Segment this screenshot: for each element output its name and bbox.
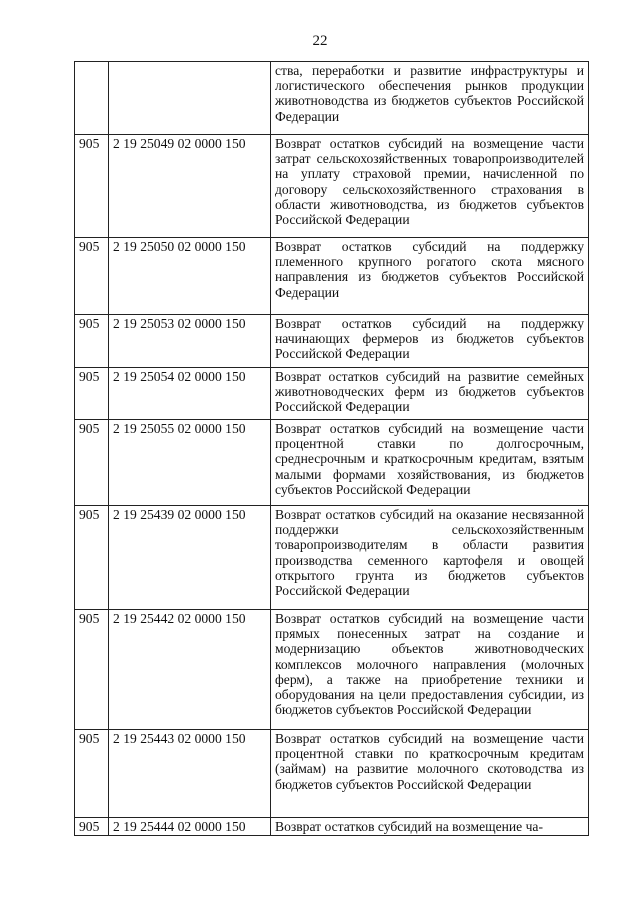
revenue-name-cell: Возврат остатков субсидий на развитие семейных животноводческих ферм из бюджетов субъектов Российской Федерации (271, 368, 589, 420)
table-row (75, 238, 589, 315)
page-number: 22 (312, 33, 328, 49)
revenue-name-cell: Возврат остатков субсидий на оказание несвязанной поддержки сельскохозяйственным товаропроизводителям в области развития производства семенного картофеля и овощей открытого грунта из бюджетов субъектов Российской Федерации (271, 506, 589, 610)
budget-classification-table (74, 61, 589, 836)
kbk-code-cell: 2 19 25439 02 0000 150 (109, 506, 271, 610)
kbk-code-cell: 2 19 25050 02 0000 150 (109, 238, 271, 315)
table-row (75, 135, 589, 238)
admin-code-cell: 905 (75, 506, 109, 610)
kbk-code-cell: 2 19 25442 02 0000 150 (109, 610, 271, 730)
admin-code-cell: 905 (75, 135, 109, 238)
admin-code-cell: 905 (75, 818, 109, 836)
table-row (75, 315, 589, 368)
revenue-name-cell: Возврат остатков субсидий на возмещение части процентной ставки по краткосрочным кредитам (займам) на развитие молочного скотоводства из бюджетов субъектов Российской Федерации (271, 730, 589, 818)
table-row (75, 730, 589, 818)
revenue-name-cell: Возврат остатков субсидий на возмещение ча- (271, 818, 589, 836)
kbk-code-cell (109, 62, 271, 135)
kbk-code-cell: 2 19 25054 02 0000 150 (109, 368, 271, 420)
admin-code-cell: 905 (75, 368, 109, 420)
kbk-code-cell: 2 19 25055 02 0000 150 (109, 420, 271, 506)
revenue-name-cell: Возврат остатков субсидий на возмещение части затрат сельскохозяйственных товаропроизводителей на уплату страховой премии, начисленной по договору сельскохозяйственного страхования в области животноводства, из бюджетов субъектов Российской Федерации (271, 135, 589, 238)
revenue-name-cell: Возврат остатков субсидий на возмещение части прямых понесенных затрат на создание и модернизацию объектов животноводческих комплексов молочного направления (молочных ферм), а также на приобретение техники и оборудования на цели предоставления субсидии, из бюджетов субъектов Российской Федерации (271, 610, 589, 730)
admin-code-cell: 905 (75, 315, 109, 368)
admin-code-cell: 905 (75, 610, 109, 730)
kbk-code-cell: 2 19 25053 02 0000 150 (109, 315, 271, 368)
kbk-code-cell: 2 19 25443 02 0000 150 (109, 730, 271, 818)
table-row (75, 506, 589, 610)
table-row (75, 62, 589, 135)
table-row (75, 818, 589, 836)
table-row (75, 420, 589, 506)
table-row (75, 368, 589, 420)
admin-code-cell: 905 (75, 730, 109, 818)
revenue-name-cell: ства, переработки и развитие инфраструктуры и логистического обеспечения рынков продукции животноводства из бюджетов субъектов Российской Федерации (271, 62, 589, 135)
admin-code-cell (75, 62, 109, 135)
revenue-name-cell: Возврат остатков субсидий на поддержку племенного крупного рогатого скота мясного направления из бюджетов субъектов Российской Федерации (271, 238, 589, 315)
kbk-code-cell: 2 19 25049 02 0000 150 (109, 135, 271, 238)
revenue-name-cell: Возврат остатков субсидий на поддержку начинающих фермеров из бюджетов субъектов Российской Федерации (271, 315, 589, 368)
kbk-code-cell: 2 19 25444 02 0000 150 (109, 818, 271, 836)
admin-code-cell: 905 (75, 420, 109, 506)
revenue-name-cell: Возврат остатков субсидий на возмещение части процентной ставки по долгосрочным, среднесрочным и краткосрочным кредитам, взятым малыми формами хозяйствования, из бюджетов субъектов Российской Федерации (271, 420, 589, 506)
admin-code-cell: 905 (75, 238, 109, 315)
table-row (75, 610, 589, 730)
